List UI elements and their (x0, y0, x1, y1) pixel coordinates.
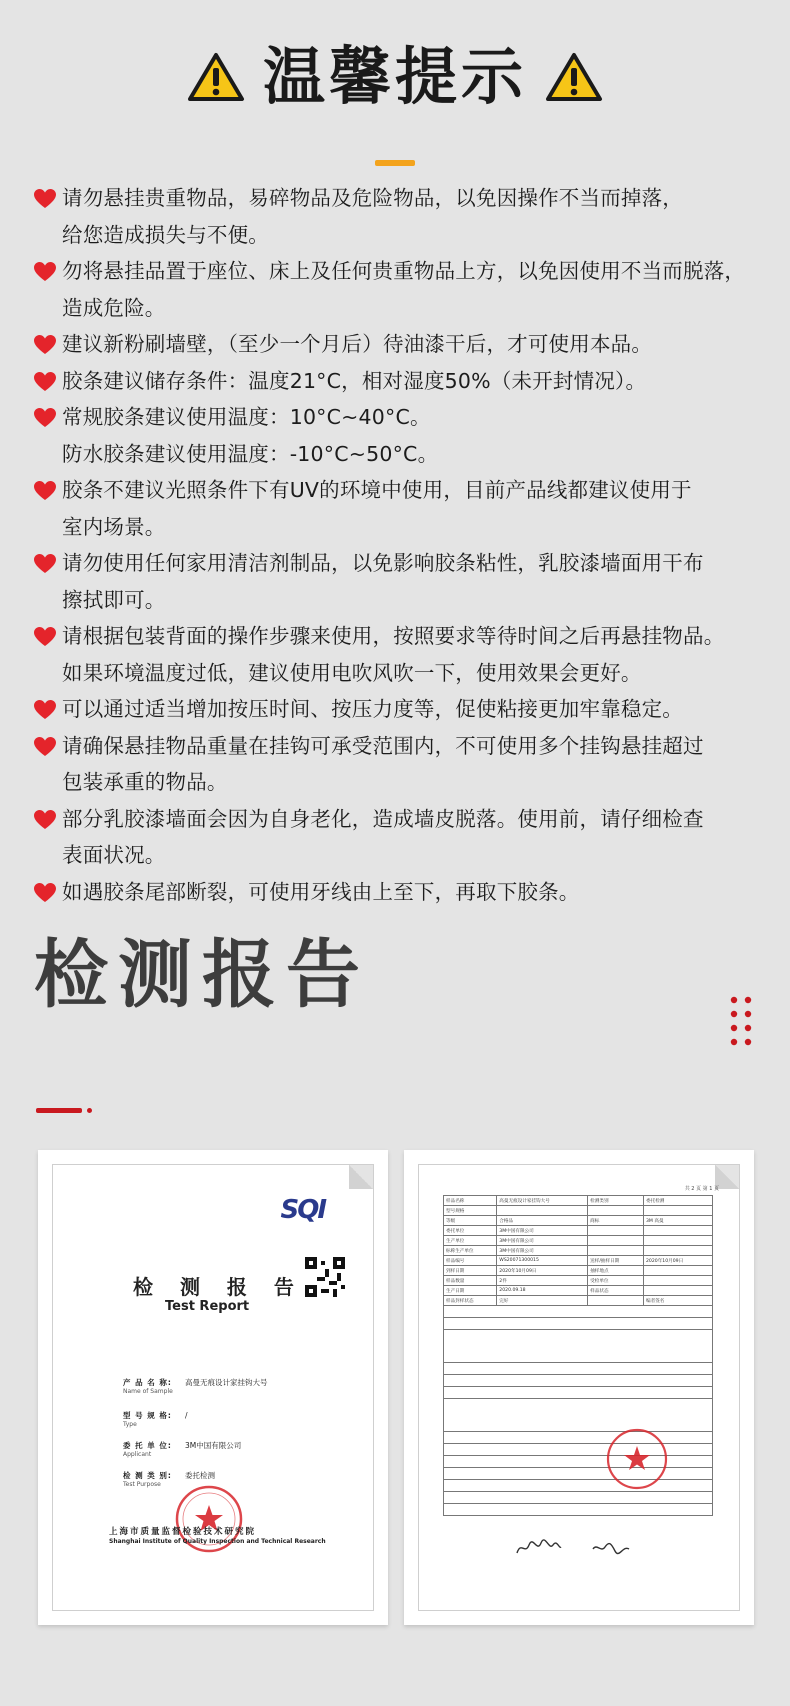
tip-text: 请确保悬挂物品重量在挂钩可承受范围内，不可使用多个挂钩悬挂超过 (62, 733, 704, 758)
table-cell (444, 1468, 713, 1480)
report-field (123, 1440, 241, 1458)
tip-item (34, 545, 774, 618)
table-cell: 抽样地点 (588, 1266, 644, 1276)
tip-text: 造成危险。 (62, 295, 166, 320)
heart-icon (34, 627, 56, 647)
heart-icon (34, 372, 56, 392)
table-cell: 样品封样状态 (444, 1296, 497, 1306)
table-cell (644, 1286, 713, 1296)
report-title-en: Test Report (165, 1299, 250, 1314)
table-row (444, 1375, 713, 1387)
tip-text: 建议新粉刷墙壁，（至少一个月后）待油漆干后，才可使用本品。 (62, 332, 653, 356)
field-value: / (185, 1411, 188, 1420)
field-key: 型 号 规 格: (123, 1411, 172, 1420)
table-cell: 标称生产单位 (444, 1246, 497, 1256)
table-row (444, 1504, 713, 1516)
tips-title-row (0, 42, 790, 112)
tip-text: 室内场景。 (62, 514, 166, 539)
heart-icon (34, 810, 56, 830)
field-value: 3M中国有限公司 (185, 1441, 242, 1450)
table-cell: 2020年10月09日 (644, 1256, 713, 1266)
table-row (444, 1296, 713, 1306)
tip-text: 请根据包装背面的操作步骤来使用，按照要求等待时间之后再悬挂物品。 (62, 624, 725, 648)
table-row (444, 1206, 713, 1216)
table-cell (644, 1226, 713, 1236)
table-cell: 送样/抽样日期 (588, 1256, 644, 1266)
table-cell (444, 1306, 713, 1318)
tip-text: 请勿使用任何家用清洁剂制品，以免影响胶条粘性，乳胶漆墙面用干布 (62, 551, 704, 575)
table-cell (444, 1330, 713, 1363)
table-row (444, 1286, 713, 1296)
table-row (444, 1468, 713, 1480)
table-cell: WS20071300015 (497, 1256, 588, 1266)
field-key: 检 测 类 别: (123, 1471, 172, 1480)
table-cell: 样品编号 (444, 1256, 497, 1266)
heart-icon (34, 554, 56, 574)
table-row (444, 1492, 713, 1504)
field-key-en: Type (123, 1421, 137, 1428)
table-row (444, 1226, 713, 1236)
page-number: 共 2 页 第 1 页 (684, 1186, 719, 1192)
tip-text: 请勿悬挂贵重物品，易碎物品及危险物品，以免因操作不当而掉落， (62, 186, 683, 210)
table-cell: 合格品 (497, 1216, 588, 1226)
table-cell: 型号规格 (444, 1206, 497, 1216)
tip-text: 如遇胶条尾部断裂，可使用牙线由上至下，再取下胶条。 (62, 879, 580, 904)
table-cell (588, 1236, 644, 1246)
table-cell (644, 1276, 713, 1286)
field-value: 高曼无痕设计家挂钩大号 (185, 1378, 268, 1387)
table-row (444, 1216, 713, 1226)
report-underline-dot (87, 1108, 92, 1113)
table-row (444, 1276, 713, 1286)
field-key-en: Test Purpose (123, 1481, 161, 1488)
report-title-cn: 检 测 报 告 (133, 1275, 304, 1299)
table-cell: 3M中国有限公司 (497, 1236, 588, 1246)
table-cell: 检测类别 (588, 1196, 644, 1206)
table-cell (444, 1504, 713, 1516)
table-row (444, 1196, 713, 1206)
table-cell: 样品数量 (444, 1276, 497, 1286)
tip-item (34, 253, 774, 326)
field-key-en: Name of Sample (123, 1388, 173, 1395)
tips-list (34, 180, 774, 910)
table-cell (444, 1363, 713, 1375)
warning-icon (187, 52, 245, 102)
report-field (123, 1377, 268, 1395)
report-cover-page (52, 1164, 374, 1611)
table-cell: 高曼无痕设计家挂钩大号 (497, 1196, 588, 1206)
table-cell (444, 1456, 713, 1468)
table-row (444, 1432, 713, 1444)
tip-text: 给您造成损失与不便。 (62, 222, 269, 247)
table-row (444, 1246, 713, 1256)
table-row (444, 1256, 713, 1266)
table-cell: 生产日期 (444, 1286, 497, 1296)
title-accent-dash (375, 160, 415, 166)
table-cell: 样品状态 (588, 1286, 644, 1296)
table-cell (644, 1206, 713, 1216)
report-field (123, 1410, 188, 1428)
tip-text: 胶条不建议光照条件下有UV的环境中使用，目前产品线都建议使用于 (62, 478, 692, 502)
tip-item (34, 399, 774, 472)
table-cell (444, 1432, 713, 1444)
table-row (444, 1306, 713, 1318)
tip-item (34, 363, 774, 400)
table-cell (444, 1399, 713, 1432)
table-cell: 委托单位 (444, 1226, 497, 1236)
table-row (444, 1399, 713, 1432)
tip-text: 如果环境温度过低，建议使用电吹风吹一下，使用效果会更好。 (62, 660, 642, 685)
table-cell (588, 1246, 644, 1256)
heart-icon (34, 335, 56, 355)
table-cell: 3M 高曼 (644, 1216, 713, 1226)
tip-text: 常规胶条建议使用温度：10°C~40°C。 (62, 405, 431, 429)
signature-scribble (591, 1539, 631, 1557)
table-cell: 生产单位 (444, 1236, 497, 1246)
table-cell (644, 1266, 713, 1276)
table-cell: 3M中国有限公司 (497, 1226, 588, 1236)
heart-icon (34, 883, 56, 903)
heart-icon (34, 262, 56, 282)
report-detail-image (404, 1150, 754, 1625)
signature-scribble (515, 1539, 563, 1557)
tip-text: 部分乳胶漆墙面会因为自身老化，造成墙皮脱落。使用前，请仔细检查 (62, 806, 704, 831)
heart-icon (34, 408, 56, 428)
red-seal-stamp (605, 1427, 669, 1491)
table-cell (644, 1236, 713, 1246)
table-row (444, 1318, 713, 1330)
field-key: 委 托 单 位: (123, 1441, 172, 1450)
table-cell (644, 1246, 713, 1256)
table-cell: 样品名称 (444, 1196, 497, 1206)
tip-item (34, 691, 774, 728)
report-detail-table (443, 1195, 713, 1516)
report-cover-image (38, 1150, 388, 1625)
dots-grid-icon (730, 995, 754, 1047)
institute-name-en: Shanghai Institute of Quality Inspection and Technical Research (109, 1538, 326, 1545)
tip-item (34, 728, 774, 801)
sqi-logo: SQI (280, 1195, 325, 1225)
table-cell: 商标 (588, 1216, 644, 1226)
tip-text: 表面状况。 (62, 843, 166, 867)
table-cell: 完好 (497, 1296, 588, 1306)
report-underline (36, 1108, 82, 1113)
tip-text: 防水胶条建议使用温度：-10°C~50°C。 (62, 441, 439, 466)
table-row (444, 1236, 713, 1246)
table-cell (444, 1444, 713, 1456)
table-cell (444, 1318, 713, 1330)
field-key-en: Applicant (123, 1451, 152, 1458)
table-cell: 到样日期 (444, 1266, 497, 1276)
table-row (444, 1444, 713, 1456)
institute-name-cn: 上海市质量监督检验技术研究院 (109, 1527, 257, 1537)
tips-title: 温馨提示 (262, 40, 527, 113)
table-cell (497, 1206, 588, 1216)
tip-text: 包装承重的物品。 (62, 770, 228, 794)
warning-icon (545, 52, 603, 102)
tip-text: 勿将悬挂品置于座位、床上及任何贵重物品上方，以免因使用不当而脱落， (62, 259, 746, 283)
table-cell: 3M中国有限公司 (497, 1246, 588, 1256)
table-cell (588, 1206, 644, 1216)
table-row (444, 1480, 713, 1492)
table-row (444, 1387, 713, 1399)
table-cell (588, 1226, 644, 1236)
table-cell: 2件 (497, 1276, 588, 1286)
report-section-title: 检测报告 (34, 932, 370, 1018)
heart-icon (34, 737, 56, 757)
table-cell: 委托检测 (644, 1196, 713, 1206)
page-fold (349, 1165, 373, 1189)
tip-item (34, 180, 774, 253)
table-cell (444, 1492, 713, 1504)
tip-text: 可以通过适当增加按压时间、按压力度等，促使粘接更加牢靠稳定。 (62, 697, 683, 721)
tip-item (34, 326, 774, 363)
heart-icon (34, 700, 56, 720)
table-cell (444, 1387, 713, 1399)
table-row (444, 1330, 713, 1363)
tip-item (34, 472, 774, 545)
table-cell: 编者签名 (644, 1296, 713, 1306)
heart-icon (34, 189, 56, 209)
tip-text: 擦拭即可。 (62, 587, 166, 612)
table-cell (444, 1480, 713, 1492)
tip-item (34, 801, 774, 874)
table-cell: 等级 (444, 1216, 497, 1226)
tip-item (34, 618, 774, 691)
table-cell: 受检单位 (588, 1276, 644, 1286)
field-value: 委托检测 (185, 1471, 215, 1480)
tip-item (34, 874, 774, 911)
report-detail-page (418, 1164, 740, 1611)
heart-icon (34, 481, 56, 501)
table-cell: 2020年10月09日 (497, 1266, 588, 1276)
table-cell (444, 1375, 713, 1387)
qr-code-icon (305, 1257, 345, 1297)
field-key: 产 品 名 称: (123, 1378, 172, 1387)
table-cell: 2020.09.18 (497, 1286, 588, 1296)
table-row (444, 1363, 713, 1375)
table-row (444, 1456, 713, 1468)
table-row (444, 1266, 713, 1276)
table-cell (588, 1296, 644, 1306)
tip-text: 胶条建议储存条件：温度21°C，相对湿度50%（未开封情况）。 (62, 368, 647, 393)
